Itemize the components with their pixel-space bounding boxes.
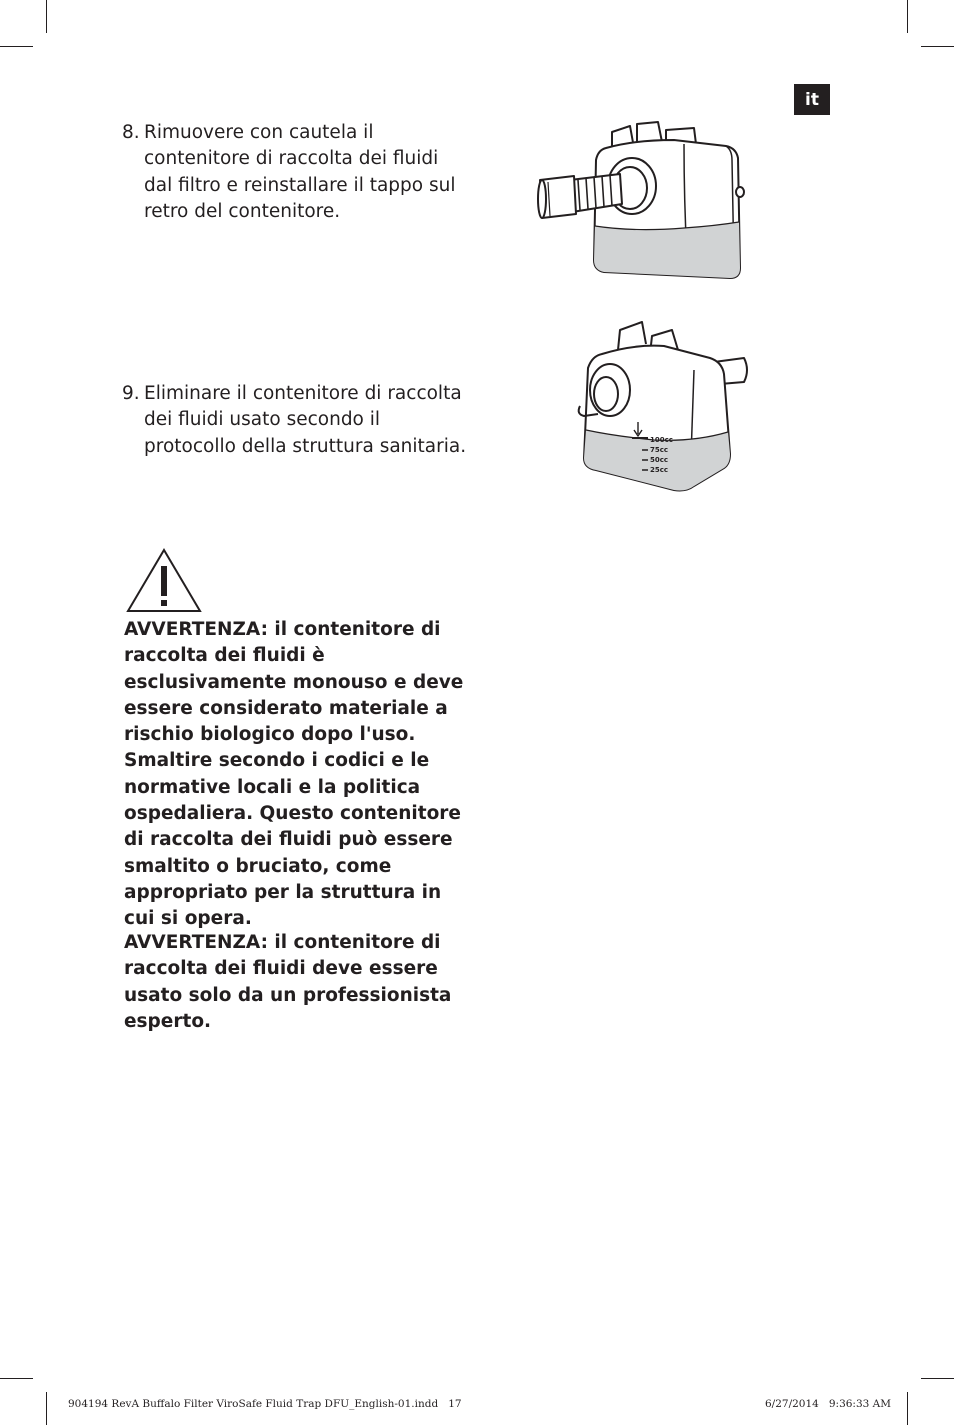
crop-mark (0, 1378, 33, 1379)
crop-mark (907, 1392, 908, 1425)
scale-label: 75cc (650, 446, 669, 454)
crop-mark (46, 1392, 47, 1425)
crop-mark (46, 0, 47, 33)
step-number: 8. (122, 122, 140, 143)
crop-mark (921, 46, 954, 47)
step-9 (122, 381, 472, 460)
fluid-trap-with-connector-illustration (534, 120, 746, 282)
step-text: Eliminare il contenitore di raccolta dei fluidi usato secondo il protocollo della struttura sanitaria. (144, 383, 467, 457)
crop-mark (0, 46, 33, 47)
footer-file-info: 904194 RevA Buffalo Filter ViroSafe Fluid Trap DFU_English-01.indd 17 (68, 1398, 462, 1410)
crop-mark (907, 0, 908, 33)
language-tab: it (794, 84, 830, 115)
warning-triangle-icon (124, 546, 204, 614)
warning-text: AVVERTENZA: il contenitore di raccolta dei fluidi deve essere usato solo da un professionista esperto. (124, 932, 452, 1032)
step-8 (122, 120, 472, 225)
footer-timestamp: 6/27/2014 9:36:33 AM (765, 1398, 891, 1410)
fluid-trap-with-cap-illustration (574, 318, 754, 494)
scale-label: 25cc (650, 466, 669, 474)
crop-mark (921, 1378, 954, 1379)
scale-label: 100cc (650, 436, 673, 444)
step-text: Rimuovere con cautela il contenitore di raccolta dei fluidi dal filtro e reinstallare il tappo sul retro del contenitore. (144, 122, 456, 222)
scale-label: 50cc (650, 456, 669, 464)
warning-text: AVVERTENZA: il contenitore di raccolta dei fluidi è esclusivamente monouso e deve essere considerato materiale a rischio biologico dopo l'uso. Smaltire secondo i codici e le normative locali e la politica ospedaliera. Questo contenitore di raccolta dei fluidi può essere smaltito o bruciato, come appropriato per la struttura in cui si opera. (124, 619, 464, 930)
step-number: 9. (122, 383, 140, 404)
